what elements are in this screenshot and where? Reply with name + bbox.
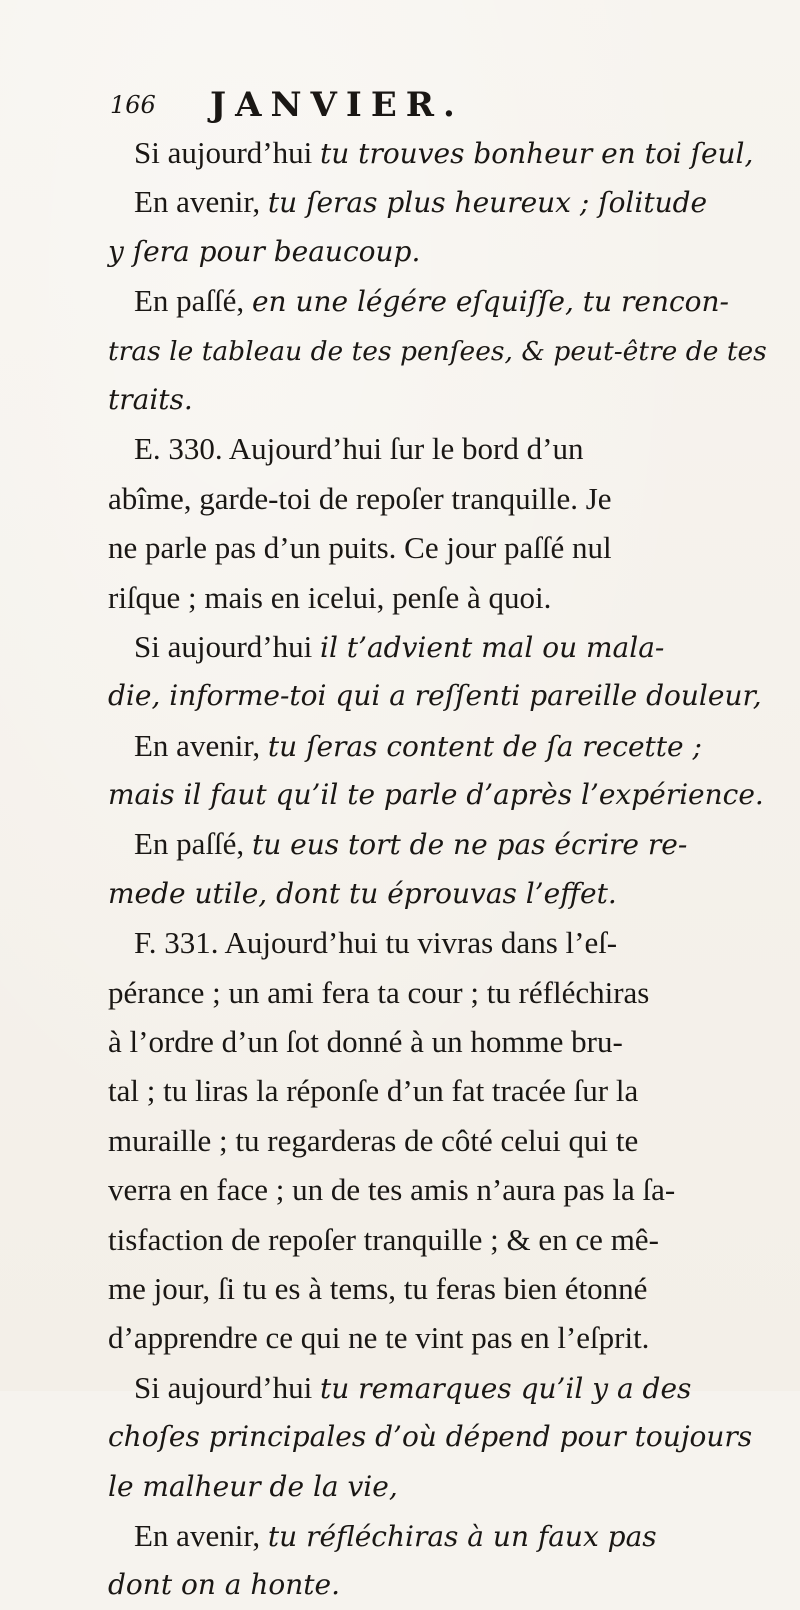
text-line bbox=[108, 968, 768, 1017]
text-line bbox=[108, 721, 768, 770]
italic-text: tras le tableau de tes penſees, & peut-être de tes bbox=[108, 335, 767, 367]
text-line bbox=[108, 622, 768, 671]
italic-text: tu remarques qu’il y a des bbox=[320, 1371, 692, 1405]
italic-text: le malheur de la vie, bbox=[108, 1469, 398, 1503]
text-line bbox=[108, 1363, 768, 1412]
text-line bbox=[108, 1017, 768, 1066]
text-line bbox=[108, 1313, 768, 1362]
text-line bbox=[108, 573, 768, 622]
page-number: 166 bbox=[110, 91, 156, 119]
roman-text: En avenir, bbox=[134, 1517, 268, 1553]
roman-text: ne parle pas d’un puits. Ce jour paſſé nul bbox=[108, 530, 612, 566]
text-line bbox=[108, 276, 768, 325]
italic-text: en une légére eſquiſſe, tu rencon- bbox=[251, 285, 730, 319]
running-title: JANVIER. bbox=[210, 85, 464, 125]
roman-text: En paſſé, bbox=[134, 283, 252, 319]
text-line bbox=[108, 128, 768, 177]
italic-text: dont on a honte. bbox=[108, 1568, 340, 1602]
italic-text: tu ſeras content de ſa recette ; bbox=[267, 729, 702, 763]
italic-text: choſes principales d’où dépend pour toujours bbox=[108, 1420, 753, 1454]
text-line bbox=[108, 474, 768, 523]
text-line bbox=[108, 326, 768, 375]
text-line bbox=[108, 1165, 768, 1214]
roman-text: me jour, ſi tu es à tems, tu feras bien étonné bbox=[108, 1270, 648, 1306]
roman-text: riſque ; mais en icelui, penſe à quoi. bbox=[108, 579, 552, 615]
roman-text: verra en face ; un de tes amis n’aura pas la ſa- bbox=[108, 1172, 676, 1208]
roman-text: abîme, garde-toi de repoſer tranquille. Je bbox=[108, 480, 612, 516]
text-line bbox=[108, 375, 768, 424]
text-line bbox=[108, 770, 768, 819]
page-header bbox=[110, 85, 590, 125]
roman-text: à l’ordre d’un ſot donné à un homme bru- bbox=[108, 1024, 623, 1060]
text-line bbox=[108, 1462, 768, 1511]
italic-text: tu trouves bonheur en toi ſeul, bbox=[320, 137, 754, 170]
roman-text: muraille ; tu regarderas de côté celui qui te bbox=[108, 1122, 639, 1158]
text-line bbox=[108, 1412, 768, 1461]
italic-text: il t’advient mal ou mala- bbox=[320, 630, 665, 664]
italic-text: mais il faut qu’il te parle d’après l’expérience. bbox=[108, 778, 764, 812]
roman-text: En avenir, bbox=[134, 727, 268, 763]
text-line bbox=[108, 1116, 768, 1165]
text-line bbox=[108, 1066, 768, 1115]
roman-text: tisfaction de repoſer tranquille ; & en ce mê- bbox=[108, 1221, 659, 1257]
text-line bbox=[108, 177, 768, 226]
roman-text: Si aujourd’hui bbox=[134, 135, 320, 170]
text-line bbox=[108, 869, 768, 918]
italic-text: traits. bbox=[108, 382, 193, 416]
roman-text: F. 331. Aujourd’hui tu vivras dans l’eſ- bbox=[134, 925, 618, 961]
roman-text: Si aujourd’hui bbox=[134, 628, 320, 664]
italic-text: y ſera pour beaucoup. bbox=[108, 234, 421, 268]
italic-text: mede utile, dont tu éprouvas l’effet. bbox=[108, 876, 617, 910]
text-line bbox=[108, 1264, 768, 1313]
roman-text: tal ; tu liras la réponſe d’un fat tracée ſur la bbox=[108, 1073, 639, 1109]
roman-text: pérance ; un ami fera ta cour ; tu réfléchiras bbox=[108, 974, 650, 1010]
roman-text: d’apprendre ce qui ne te vint pas en l’eſprit. bbox=[108, 1320, 650, 1356]
text-line bbox=[108, 1560, 768, 1609]
italic-text: tu ſeras plus heureux ; ſolitude bbox=[267, 186, 708, 220]
text-line bbox=[108, 523, 768, 572]
text-line bbox=[108, 671, 768, 720]
roman-text: Si aujourd’hui bbox=[134, 1369, 320, 1405]
text-line bbox=[108, 227, 768, 276]
body-text bbox=[108, 128, 768, 1610]
italic-text: tu réfléchiras à un faux pas bbox=[267, 1519, 657, 1553]
italic-text: die, informe-toi qui a reſſenti pareille douleur, bbox=[108, 679, 762, 713]
italic-text: tu eus tort de ne pas écrire re- bbox=[251, 828, 688, 862]
text-line bbox=[108, 424, 768, 473]
text-line bbox=[108, 819, 768, 868]
text-line bbox=[108, 1511, 768, 1560]
roman-text: En avenir, bbox=[134, 184, 268, 220]
text-line bbox=[108, 1215, 768, 1264]
roman-text: En paſſé, bbox=[134, 826, 252, 862]
text-line bbox=[108, 918, 768, 967]
roman-text: E. 330. Aujourd’hui ſur le bord d’un bbox=[134, 431, 584, 467]
